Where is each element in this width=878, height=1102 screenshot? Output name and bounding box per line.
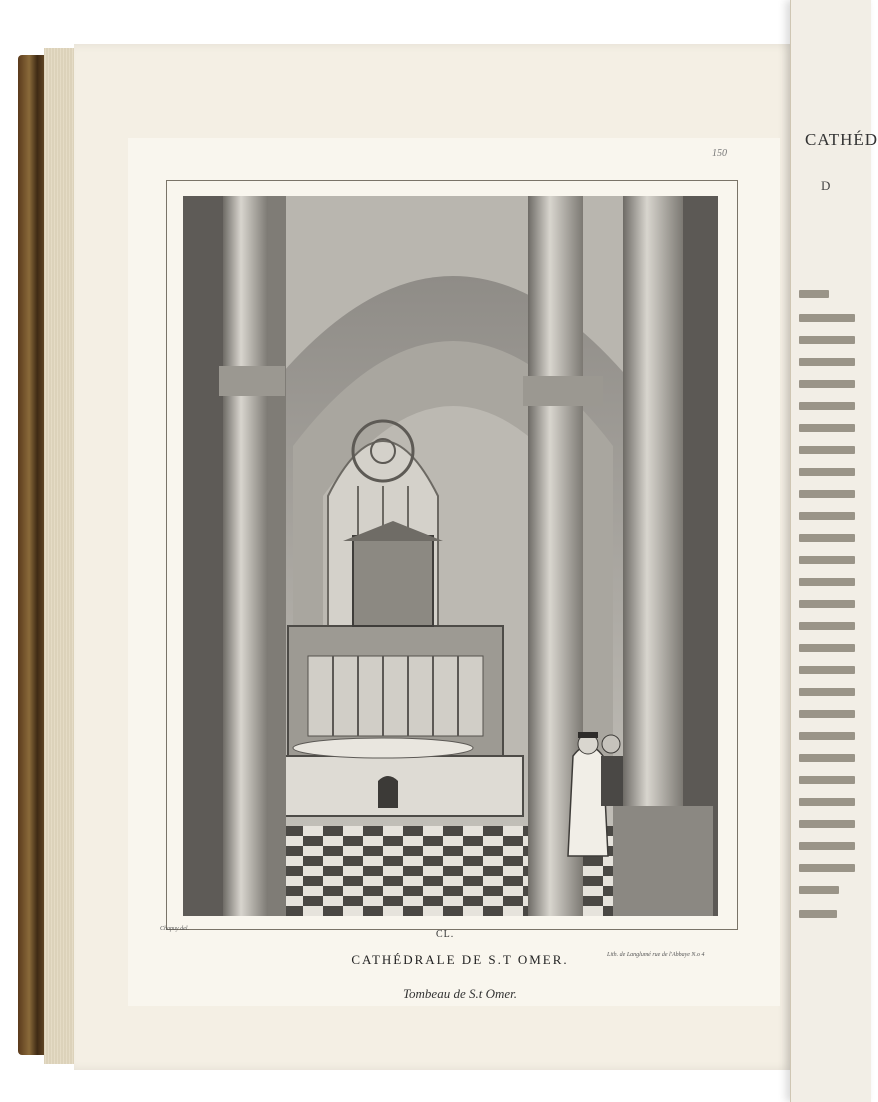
text-line	[799, 468, 855, 476]
plate-number: CL.	[436, 929, 455, 940]
printer-credit: Lith. de Langlumé rue de l'Abbaye N.o 4	[607, 952, 705, 958]
lithograph-illustration	[183, 196, 718, 916]
text-line	[799, 798, 855, 806]
text-line	[799, 776, 855, 784]
text-line	[799, 290, 829, 298]
text-line	[799, 380, 855, 388]
facing-page-subtitle: D	[821, 178, 831, 193]
text-line	[799, 666, 855, 674]
text-line	[799, 600, 855, 608]
text-line	[799, 314, 855, 322]
facing-page	[790, 0, 878, 1102]
text-line	[799, 424, 855, 432]
plate-title: CATHÉDRALE DE S.T OMER.	[351, 952, 569, 967]
text-line	[799, 886, 839, 894]
text-line	[799, 336, 855, 344]
text-line	[799, 710, 855, 718]
text-line	[799, 864, 855, 872]
text-line	[799, 446, 855, 454]
text-line	[799, 754, 855, 762]
text-line	[799, 842, 855, 850]
text-line	[799, 688, 855, 696]
text-line	[799, 556, 855, 564]
plate-caption: Tombeau de S.t Omer.	[403, 986, 517, 1001]
facing-page-title: CATHÉD	[805, 130, 878, 149]
corner-annotation: 150	[712, 148, 727, 159]
artist-credit: Chapuy del.	[160, 926, 189, 932]
text-line	[799, 622, 855, 630]
text-line	[799, 402, 855, 410]
text-line	[799, 732, 855, 740]
text-line	[799, 910, 837, 918]
text-line	[799, 644, 855, 652]
text-line	[799, 534, 855, 542]
text-line	[799, 358, 855, 366]
text-line	[799, 578, 855, 586]
text-line	[799, 512, 855, 520]
text-line	[799, 820, 855, 828]
text-line	[799, 490, 855, 498]
